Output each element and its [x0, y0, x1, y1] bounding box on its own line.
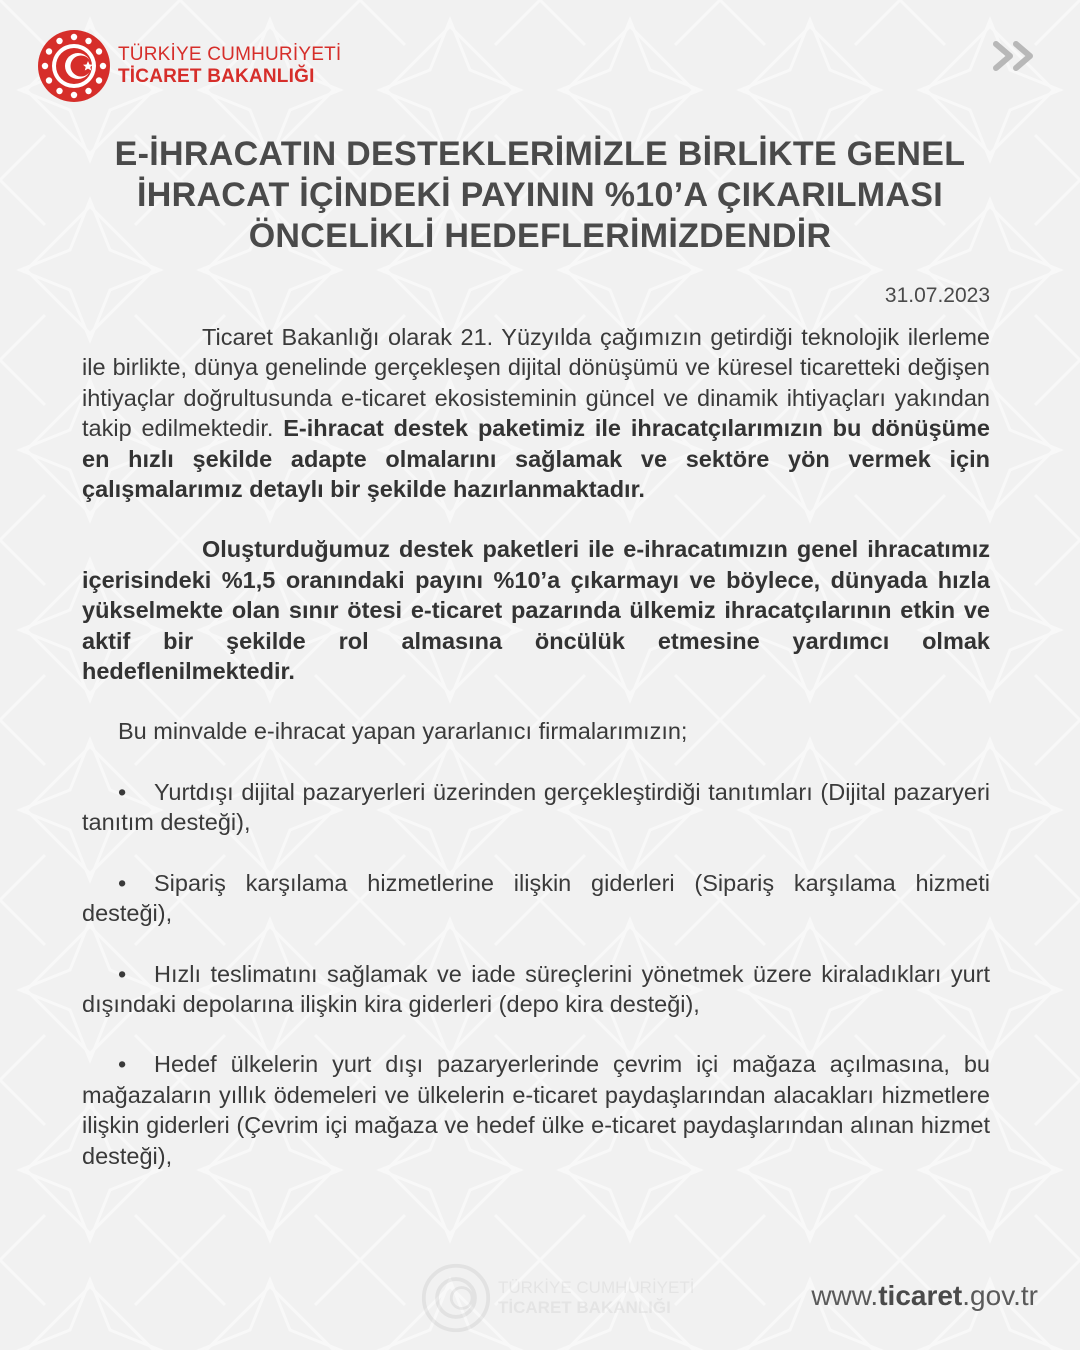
paragraph-1-regular: Ticaret Bakanlığı olarak 21. Yüzyılda çağımızın getirdiği teknolojik ilerleme ile birlikte, dünya genelinde gerçekleşen dijital dönüşümü ve küresel ticaretteki değişen ihtiyaçlar doğrultusunda e-ticaret ekosisteminin güncel ve dinamik ihtiyaçları yakından takip edilmektedir.	[82, 324, 990, 442]
list-item-text: Yurtdışı dijital pazaryerleri üzerinden gerçekleştirdiği tanıtımları (Dijital pazaryeri tanıtım desteği),	[82, 778, 990, 836]
bullet-icon: •	[118, 1051, 127, 1078]
article-body	[82, 322, 990, 1171]
url-prefix: www.	[811, 1280, 879, 1311]
ministry-logo	[36, 28, 341, 104]
ministry-emblem-icon	[36, 28, 112, 104]
footer-watermark-logo	[420, 1262, 694, 1334]
bullet-icon: •	[118, 960, 127, 987]
org-name-line2: TİCARET BAKANLIĞI	[118, 66, 315, 87]
paragraph-3: Bu minvalde e-ihracat yapan yararlanıcı firmalarımızın;	[118, 718, 688, 745]
watermark-line1: TÜRKİYE CUMHURİYETİ	[498, 1278, 695, 1297]
list-item	[82, 868, 990, 929]
org-name-line1: TÜRKİYE CUMHURİYETİ	[118, 44, 342, 65]
paragraph-2: Oluşturduğumuz destek paketleri ile e-ihracatımızın genel ihracatımız içerisindeki %1,5 oranındaki payını %10’a çıkarmayı ve böylece, dünyada hızla yükselmekte olan sınır ötesi e-ticaret pazarında ülkemiz ihracatçılarının etkin ve aktif bir şekilde rol almasına öncülük etmesine yardımcı olmak hedeflenilmektedir.	[82, 536, 990, 685]
title-line2: İHRACAT İÇİNDEKİ PAYININ %10’A ÇIKARILMASI	[136, 176, 943, 214]
list-item-text: Hedef ülkelerin yurt dışı pazaryerlerinde çevrim içi mağaza açılmasına, bu mağazaların yıllık ödemeleri ve ülkelerin e-ticaret paydaşlarından alacakları hizmetlere ilişkin giderleri (Çevrim içi mağaza ve hedef ülke e-ticaret paydaşlarından alınan hizmet desteği),	[82, 1051, 990, 1169]
page-title	[60, 134, 1020, 257]
bullet-icon: •	[118, 778, 127, 805]
bullet-icon: •	[118, 869, 127, 896]
title-line3: ÖNCELİKLİ HEDEFLERİMİZDENDİR	[248, 217, 832, 255]
ministry-emblem-watermark-icon	[420, 1262, 492, 1334]
title-line1: E-İHRACATIN DESTEKLERİMİZLE BİRLİKTE GENEL	[114, 135, 966, 173]
list-item	[82, 777, 990, 838]
double-chevron-right-icon[interactable]	[992, 40, 1040, 72]
website-link[interactable]	[811, 1280, 1038, 1312]
list-item	[82, 1049, 990, 1171]
paragraph-1-bold: E-ihracat destek paketimiz ile ihracatçılarımızın bu dönüşüme en hızlı şekilde adapte olmalarını sağlamak ve sektöre yön vermek için çalışmalarımız detaylı bir şekilde hazırlanmaktadır.	[82, 415, 991, 503]
paragraph-1	[82, 322, 990, 504]
list-item	[82, 959, 990, 1020]
url-suffix: .gov.tr	[962, 1280, 1038, 1311]
list-item-text: Hızlı teslimatını sağlamak ve iade süreçlerini yönetmek üzere kiraladıkları yurt dışındaki depolarına ilişkin kira giderleri (depo kira desteği),	[82, 960, 990, 1017]
list-item-text: Sipariş karşılama hizmetlerine ilişkin giderleri (Sipariş karşılama hizmeti desteği),	[82, 869, 990, 927]
publish-date: 31.07.2023	[884, 284, 990, 307]
url-domain: ticaret	[878, 1280, 963, 1311]
watermark-line2: TİCARET BAKANLIĞI	[498, 1298, 671, 1317]
